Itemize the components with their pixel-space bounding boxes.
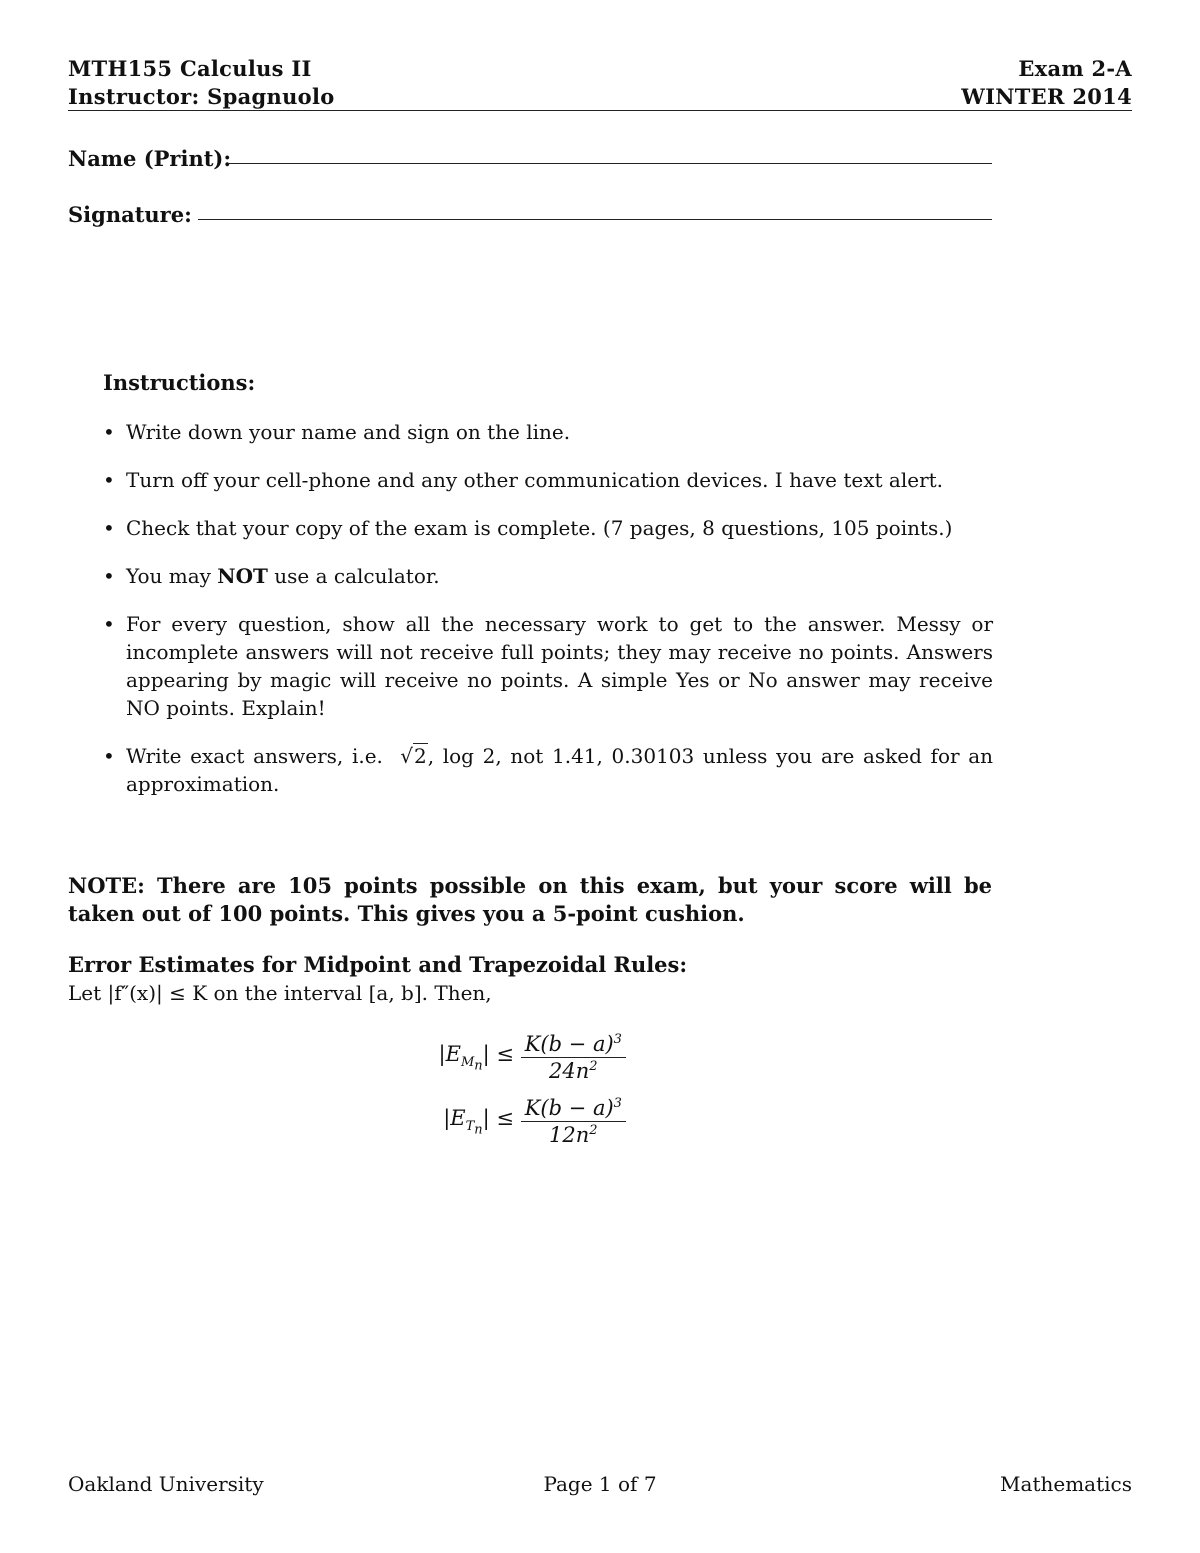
- name-label: Name (Print):: [68, 146, 232, 171]
- footer-department: Mathematics: [1000, 1472, 1132, 1496]
- footer-university: Oakland University: [68, 1472, 264, 1496]
- instruction-item: • Write down your name and sign on the line.: [103, 418, 993, 446]
- exam-term: WINTER 2014: [961, 84, 1132, 109]
- instructions-title: Instructions:: [103, 370, 256, 395]
- instructions-list: [103, 418, 993, 818]
- instruction-item: • You may NOT use a calculator.: [103, 562, 993, 590]
- points-note: NOTE: There are 105 points possible on this exam, but your score will be taken out of 100 points. This gives you a 5-point cushion.: [68, 873, 992, 926]
- instruction-item: • Check that your copy of the exam is complete. (7 pages, 8 questions, 105 points.): [103, 514, 993, 542]
- exam-version: Exam 2-A: [1018, 56, 1132, 81]
- name-line[interactable]: [228, 163, 992, 164]
- error-estimates-title: Error Estimates for Midpoint and Trapezoidal Rules:: [68, 952, 688, 977]
- course-title: MTH155 Calculus II: [68, 56, 312, 81]
- sqrt-symbol: √2: [400, 744, 427, 768]
- error-estimates-intro: Let |f″(x)| ≤ K on the interval [a, b]. Then,: [68, 981, 492, 1005]
- footer-page-number: Page 1 of 7: [543, 1472, 657, 1496]
- trapezoidal-error-formula: $|E_{T_n}|$ ≤ $\frac{K(b - a)^3}{12n^2}$: [432, 1096, 626, 1147]
- instructor-name: Instructor: Spagnuolo: [68, 84, 335, 109]
- signature-line[interactable]: [198, 219, 992, 220]
- instruction-item: • For every question, show all the necessary work to get to the answer. Messy or incomplete answers will not receive full points; they may receive no points. Answers appearing by magic will receive no points. A simple Yes or No answer may receive NO points. Explain!: [103, 610, 993, 722]
- signature-label: Signature:: [68, 202, 192, 227]
- instruction-item: • Write exact answers, i.e. √2, log 2, not 1.41, 0.30103 unless you are asked for an approximation.: [103, 742, 993, 798]
- midpoint-error-formula: $|E_{M_n}|$ ≤ $\frac{K(b - a)^3}{24n^2}$: [432, 1032, 626, 1083]
- header-rule: [68, 110, 1132, 111]
- instruction-item: • Turn off your cell-phone and any other communication devices. I have text alert.: [103, 466, 993, 494]
